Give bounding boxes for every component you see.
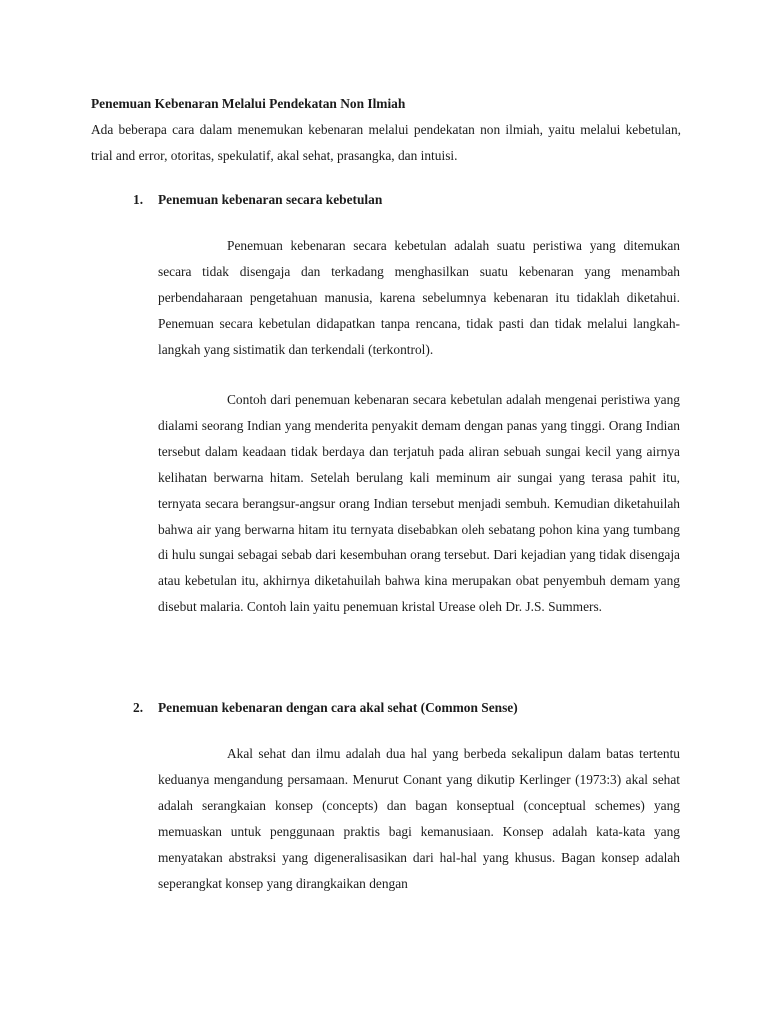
section-paragraph: Penemuan kebenaran secara kebetulan adalah suatu peristiwa yang ditemukan secara tidak disengaja dan terkadang menghasilkan suatu kebenaran yang menambah perbendaharaan pengetahuan manusia, karena sebelumnya kebenaran itu tidaklah diketahui. Penemuan secara kebetulan didapatkan tanpa rencana, tidak pasti dan tidak melalui langkah-langkah yang sistimatik dan terkendali (terkontrol). [158, 238, 680, 357]
section-number: 2. [133, 700, 144, 715]
section-heading [133, 187, 693, 213]
section-heading-text: Penemuan kebenaran dengan cara akal sehat (Common Sense) [158, 700, 518, 715]
section-heading-text: Penemuan kebenaran secara kebetulan [158, 192, 383, 207]
section-heading [133, 695, 693, 721]
document-title: Penemuan Kebenaran Melalui Pendekatan Non Ilmiah [91, 96, 406, 111]
intro-paragraph: Ada beberapa cara dalam menemukan kebenaran melalui pendekatan non ilmiah, yaitu melalui kebetulan, trial and error, otoritas, spekulatif, akal sehat, prasangka, dan intuisi. [91, 122, 681, 163]
section-number: 1. [133, 192, 144, 207]
section-paragraph: Contoh dari penemuan kebenaran secara kebetulan adalah mengenai peristiwa yang dialami seorang Indian yang menderita penyakit demam dengan panas yang tinggi. Orang Indian tersebut dalam keadaan tidak berdaya dan terjatuh pada aliran sebuah sungai kecil yang airnya kelihatan berwarna hitam. Setelah berulang kali meminum air sungai yang terasa pahit itu, ternyata secara berangsur-angsur orang Indian tersebut menjadi sembuh. Kemudian diketahuilah bahwa air yang berwarna hitam itu ternyata disebabkan oleh sebatang pohon kina yang tumbang di hulu sungai sebagai sebab dari kesembuhan orang tersebut. Dari kejadian yang tidak disengaja atau kebetulan itu, akhirnya diketahuilah bahwa kina merupakan obat penyembuh demam yang disebut malaria. Contoh lain yaitu penemuan kristal Urease oleh Dr. J.S. Summers. [158, 392, 680, 615]
section-paragraph: Akal sehat dan ilmu adalah dua hal yang berbeda sekalipun dalam batas tertentu keduanya mengandung persamaan. Menurut Conant yang dikutip Kerlinger (1973:3) akal sehat adalah serangkaian konsep (concepts) dan bagan konseptual (conceptual schemes) yang memuaskan untuk penggunaan praktis bagi kemanusiaan. Konsep adalah kata-kata yang menyatakan abstraksi yang digeneralisasikan dari hal-hal yang khusus. Bagan konsep adalah seperangkat konsep yang dirangkaikan dengan [158, 746, 680, 891]
